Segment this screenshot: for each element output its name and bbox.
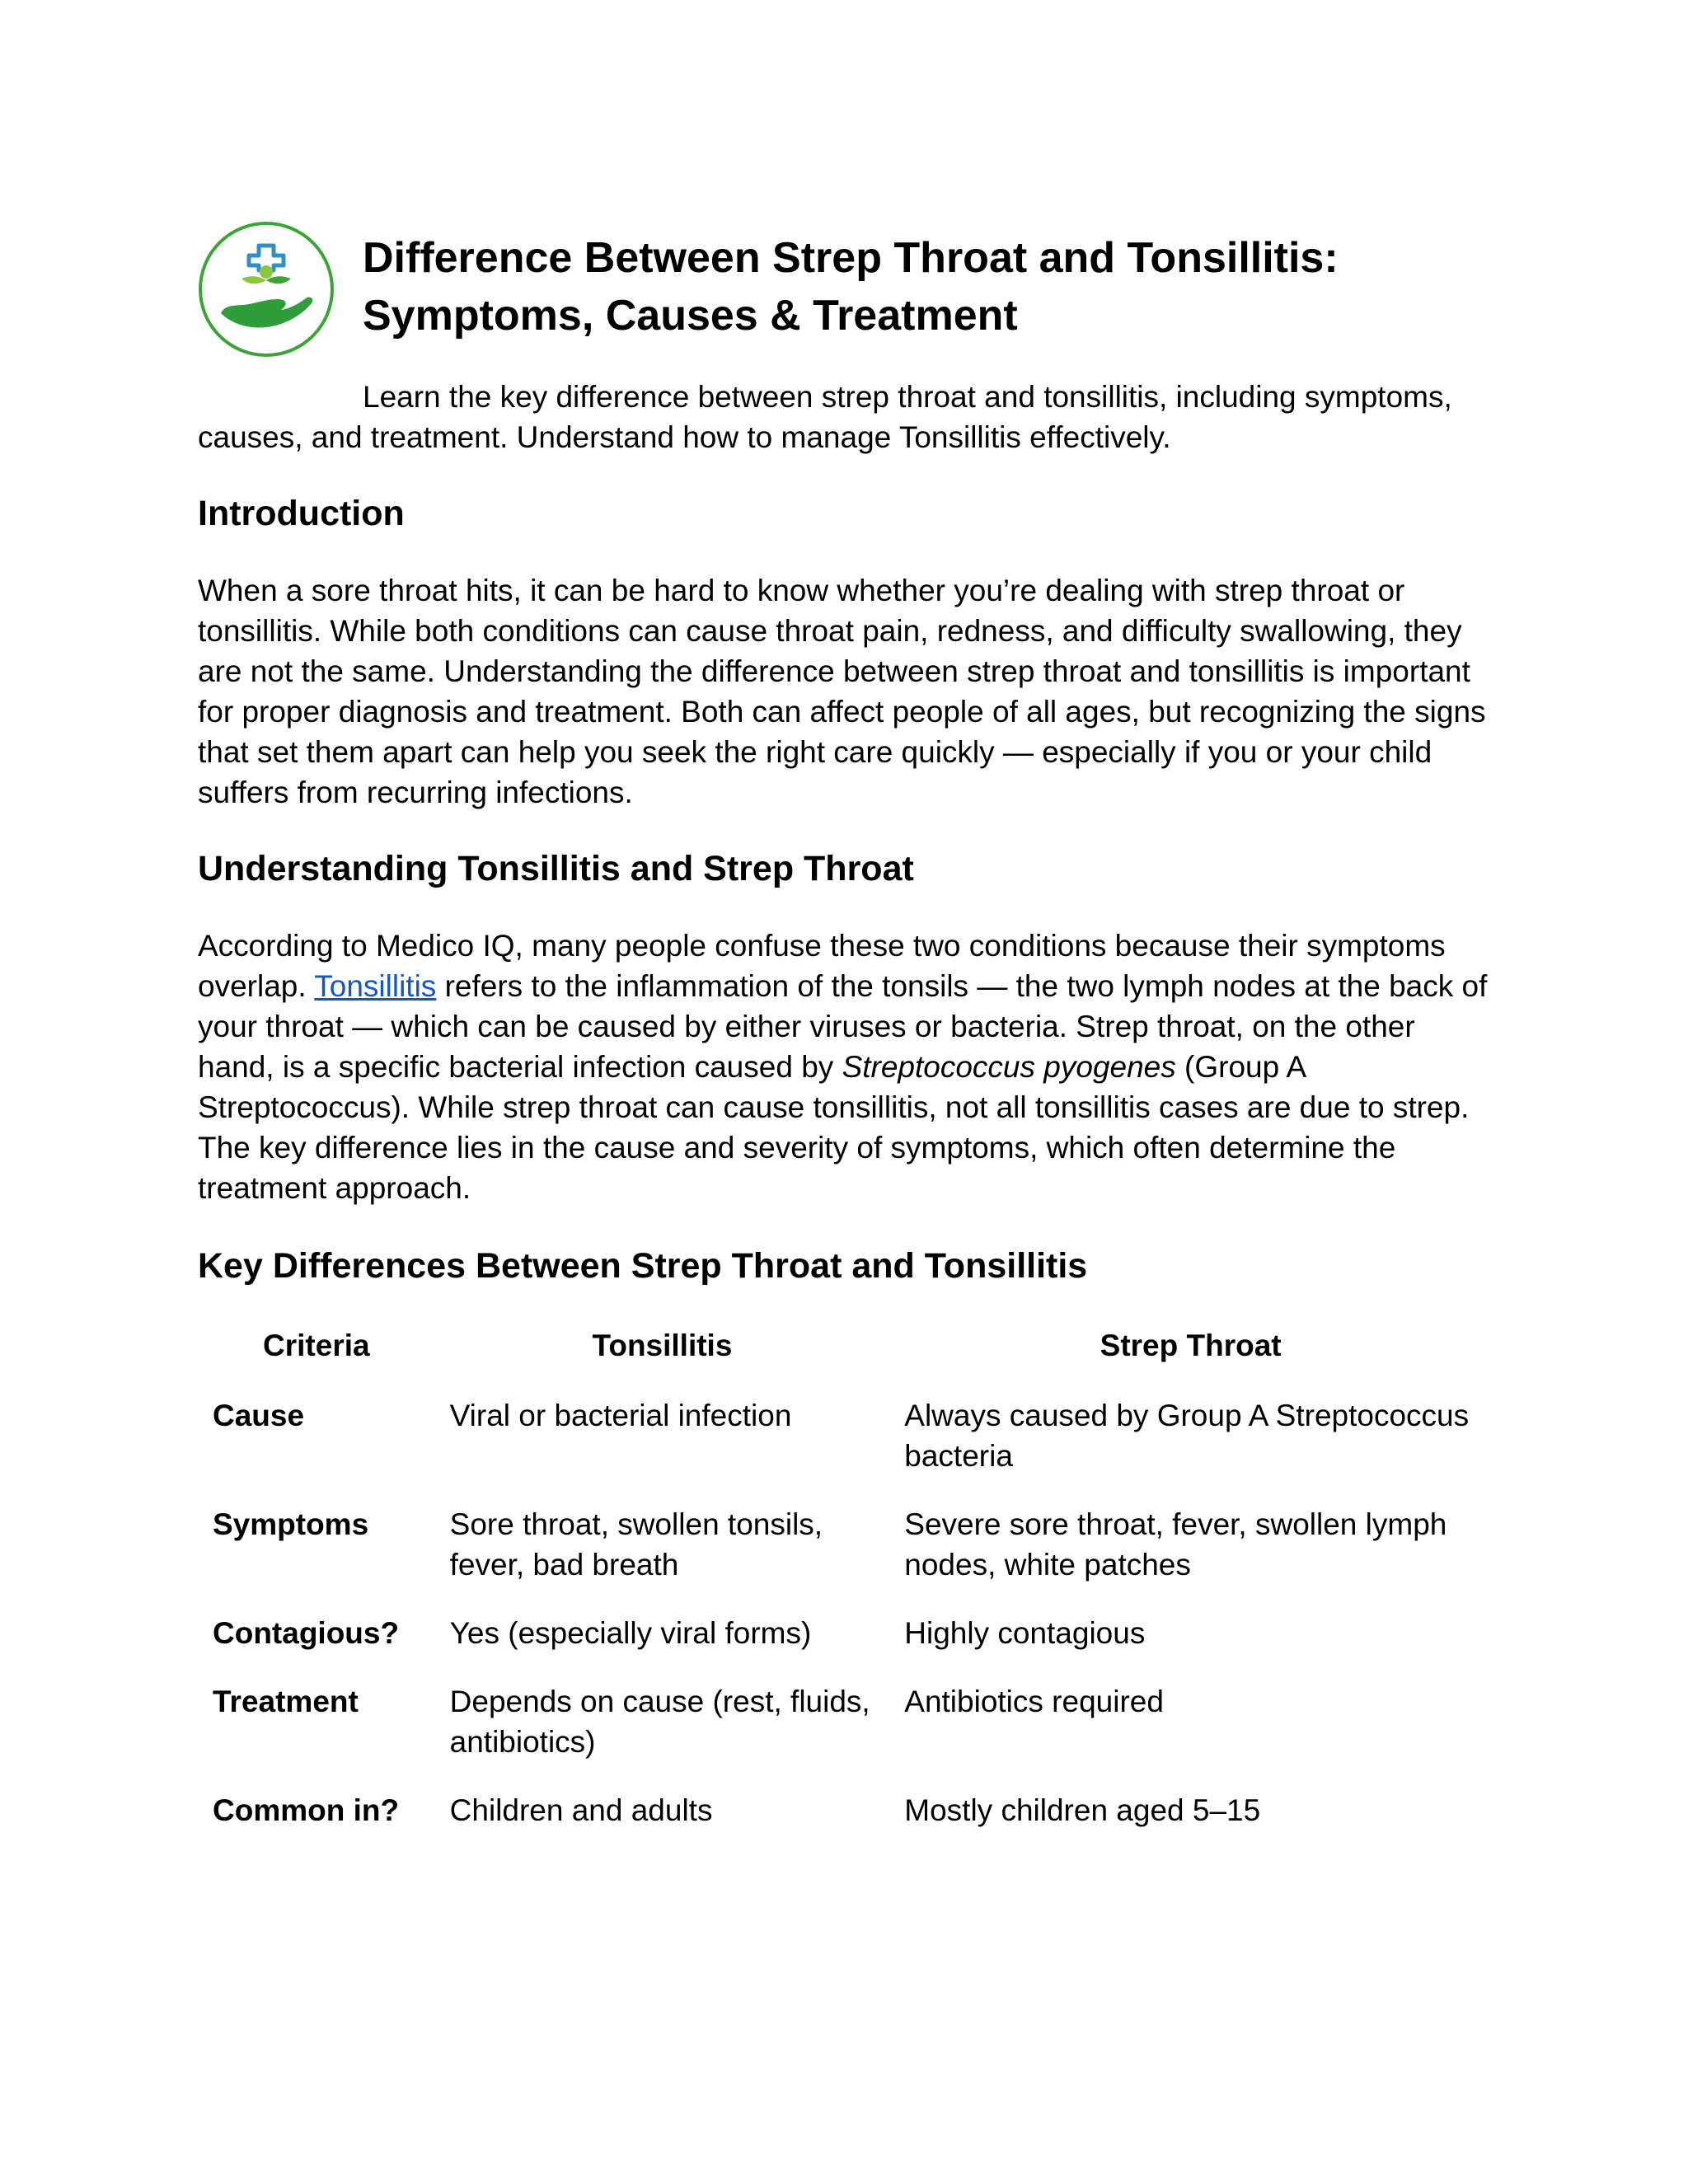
table-header-strep-throat: Strep Throat [1100,1329,1282,1362]
table-cell-tonsillitis: Children and adults [449,1793,713,1827]
understanding-heading: Understanding Tonsillitis and Strep Throat [198,849,914,888]
table-row [198,1613,1492,1681]
understanding-text-3: (Group A Streptococcus). While strep throat can cause tonsillitis, not all tonsillitis cases are due to strep. The key difference lies in the cause and severity of symptoms, which often determine the treatment approach. [198,1050,1470,1205]
tonsillitis-link[interactable]: Tonsillitis [314,969,437,1003]
understanding-paragraph [198,926,1492,1208]
table-cell-strep-throat: Antibiotics required [904,1685,1164,1718]
table-cell-strep-throat: Severe sore throat, fever, swollen lymph nodes, white patches [904,1507,1447,1582]
understanding-text-2: refers to the inflammation of the tonsils — the two lymph nodes at the back of your throat — which can be caused by either viruses or bacteria. Strep throat, on the other hand, is a specific bacterial infection caused by [198,969,1488,1084]
page-title-line-2: Symptoms, Causes & Treatment [363,292,1018,340]
table-cell-strep-throat: Highly contagious [904,1616,1146,1650]
table-header-criteria: Criteria [263,1329,370,1362]
table-row [198,1504,1492,1613]
table-cell-criteria: Common in? [213,1793,400,1827]
table-cell-strep-throat: Always caused by Group A Streptococcus bacteria [904,1399,1470,1473]
table-row [198,1395,1492,1504]
page-title [363,229,1517,344]
table-cell-strep-throat: Mostly children aged 5–15 [904,1793,1261,1827]
differences-table [198,1325,1492,1858]
table-cell-tonsillitis: Yes (especially viral forms) [449,1616,812,1650]
summary-paragraph: Learn the key difference between strep throat and tonsillitis, including symptoms, causes, and treatment. Understand how to manage Tonsillitis effectively. [198,380,1452,454]
understanding-text-1: According to Medico IQ, many people confuse these two conditions because their symptoms overlap. [198,929,1446,1003]
table-cell-criteria: Symptoms [213,1507,369,1541]
table-cell-criteria: Contagious? [213,1616,400,1650]
differences-heading: Key Differences Between Strep Throat and Tonsillitis [198,1246,1088,1286]
table-cell-tonsillitis: Sore throat, swollen tonsils, fever, bad breath [449,1507,823,1582]
table-header-row [198,1325,1492,1395]
table-header-tonsillitis: Tonsillitis [592,1329,733,1362]
table-cell-tonsillitis: Viral or bacterial infection [449,1399,792,1432]
table-cell-criteria: Cause [213,1399,305,1432]
table-cell-tonsillitis: Depends on cause (rest, fluids, antibiotics) [449,1685,870,1759]
table-row [198,1681,1492,1790]
introduction-paragraph: When a sore throat hits, it can be hard to know whether you’re dealing with strep throat or tonsillitis. While both conditions can cause throat pain, redness, and difficulty swallowing, they are not the same. Understanding the difference between strep throat and tonsillitis is important for proper diagnosis and treatment. Both can affect people of all ages, but recognizing the signs that set them apart can help you seek the right care quickly — especially if you or your child suffers from recurring infections. [198,574,1486,809]
table-row [198,1790,1492,1858]
table-cell-criteria: Treatment [213,1685,359,1718]
medical-hand-cross-logo-icon [198,221,335,358]
introduction-heading: Introduction [198,494,405,533]
page-title-line-1: Difference Between Strep Throat and Tonsillitis: [363,234,1339,282]
understanding-italic-term: Streptococcus pyogenes [842,1050,1176,1084]
